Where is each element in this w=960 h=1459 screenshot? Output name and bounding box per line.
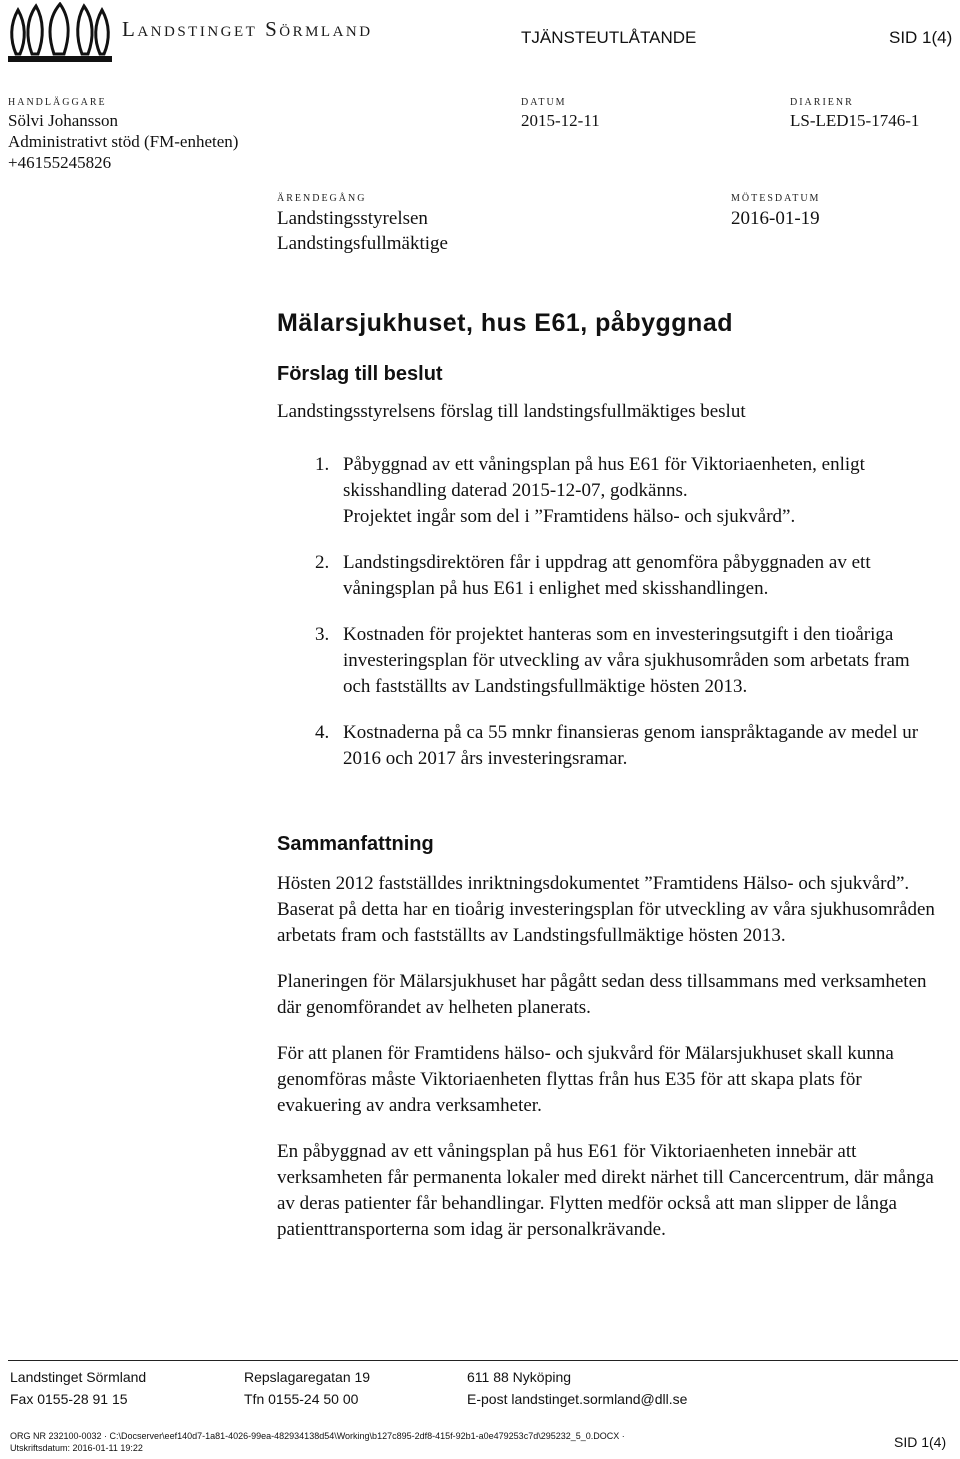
footer-print-date: Utskriftsdatum: 2016-01-11 19:22 xyxy=(10,1443,143,1453)
forslag-heading: Förslag till beslut xyxy=(277,363,443,385)
handlaggare-label: HANDLÄGGARE xyxy=(8,97,107,108)
footer-email: E-post landstinget.sormland@dll.se xyxy=(467,1391,688,1407)
footer-tfn: Tfn 0155-24 50 00 xyxy=(244,1391,359,1407)
sammanfattning-heading: Sammanfattning xyxy=(277,833,434,855)
handlaggare-unit: Administrativt stöd (FM-enheten) xyxy=(8,132,239,151)
decision-number: 4. xyxy=(315,722,330,743)
decision-number: 1. xyxy=(315,454,330,475)
tulip-logo-icon xyxy=(8,2,112,64)
doc-type: TJÄNSTEUTLÅTANDE xyxy=(521,28,697,47)
org-name: Landstinget Sörmland xyxy=(122,17,373,41)
footer-fax: Fax 0155-28 91 15 xyxy=(10,1391,128,1407)
summary-paragraph: Hösten 2012 fastställdes inriktningsdokumentet ”Framtidens Hälso- och sjukvård”. Baserat på detta har en tioårig investeringsplan för utveckling av våra sjukhusområden arbetats fram och fastställts av Landstingsfullmäktige hösten 2013. xyxy=(277,873,935,946)
summary-body xyxy=(277,871,937,1263)
arendegang-2: Landstingsfullmäktige xyxy=(277,233,448,254)
forslag-intro: Landstingsstyrelsens förslag till landstingsfullmäktiges beslut xyxy=(277,401,746,422)
decision-number: 3. xyxy=(315,624,330,645)
footer-divider xyxy=(8,1360,958,1361)
diarienr-value: LS-LED15-1746-1 xyxy=(790,111,920,130)
summary-paragraph: För att planen för Framtidens hälso- och sjukvård för Mälarsjukhuset skall kunna genomföras måste Viktoriaenheten flyttas från hus E35 för att skapa plats för evakuering av andra verksamheter. xyxy=(277,1043,894,1116)
motesdatum-label: MÖTESDATUM xyxy=(731,193,821,204)
page-number: SID 1(4) xyxy=(889,28,953,47)
summary-paragraph: Planeringen för Mälarsjukhuset har pågått sedan dess tillsammans med verksamheten där genomförandet av helheten planerats. xyxy=(277,971,927,1018)
decision-item xyxy=(315,622,931,700)
arendegang-label: ÄRENDEGÅNG xyxy=(277,193,367,204)
footer-page-number: SID 1(4) xyxy=(894,1434,947,1450)
decision-item xyxy=(315,550,931,602)
decision-list xyxy=(315,452,931,792)
decision-number: 2. xyxy=(315,552,330,573)
datum-value: 2015-12-11 xyxy=(521,111,600,130)
footer-doc-path: ORG NR 232100-0032 · C:\Docserver\eef140d7-1a81-4026-99ea-482934138d54\Working\b127c895-2df8-415f-92b1-a0e479253c7d\295232_5_0.DOCX · xyxy=(10,1431,625,1441)
decision-text: Landstingsdirektören får i uppdrag att genomföra påbyggnaden av ett våningsplan på hus E61 i enlighet med skisshandlingen. xyxy=(343,552,871,599)
decision-text: Påbyggnad av ett våningsplan på hus E61 för Viktoriaenheten, enligt skisshandling daterad 2015-12-07, godkänns. xyxy=(343,454,865,501)
footer-org: Landstinget Sörmland xyxy=(10,1369,147,1385)
decision-item xyxy=(315,720,931,772)
footer-postal: 611 88 Nyköping xyxy=(467,1369,572,1385)
diarienr-label: DIARIENR xyxy=(790,97,854,108)
datum-label: DATUM xyxy=(521,97,567,108)
page-title: Mälarsjukhuset, hus E61, påbyggnad xyxy=(277,309,734,337)
summary-paragraph: En påbyggnad av ett våningsplan på hus E61 för Viktoriaenheten innebär att verksamheten får permanenta lokaler med direkt närhet till Cancercentrum, där många av deras patienter får behandlingar. Flytten medför också att man slipper de långa patienttransporterna som idag är personalkrävande. xyxy=(277,1141,934,1240)
decision-text: Kostnaderna på ca 55 mnkr finansieras genom ianspråktagande av medel ur 2016 och 2017 års investeringsramar. xyxy=(343,722,919,769)
decision-text: Kostnaden för projektet hanteras som en investeringsutgift i den tioåriga investeringsplan för utveckling av våra sjukhusområden som arbetats fram och fastställts av Landstingsfullmäktige hösten 2013. xyxy=(343,624,910,697)
handlaggare-phone: +46155245826 xyxy=(8,153,112,172)
motesdatum-value: 2016-01-19 xyxy=(731,208,820,229)
decision-item xyxy=(315,452,931,530)
decision-extra: Projektet ingår som del i ”Framtidens hälso- och sjukvård”. xyxy=(343,506,796,527)
arendegang-1: Landstingsstyrelsen xyxy=(277,208,428,229)
handlaggare-name: Sölvi Johansson xyxy=(8,111,119,130)
footer-address: Repslagaregatan 19 xyxy=(244,1369,371,1385)
